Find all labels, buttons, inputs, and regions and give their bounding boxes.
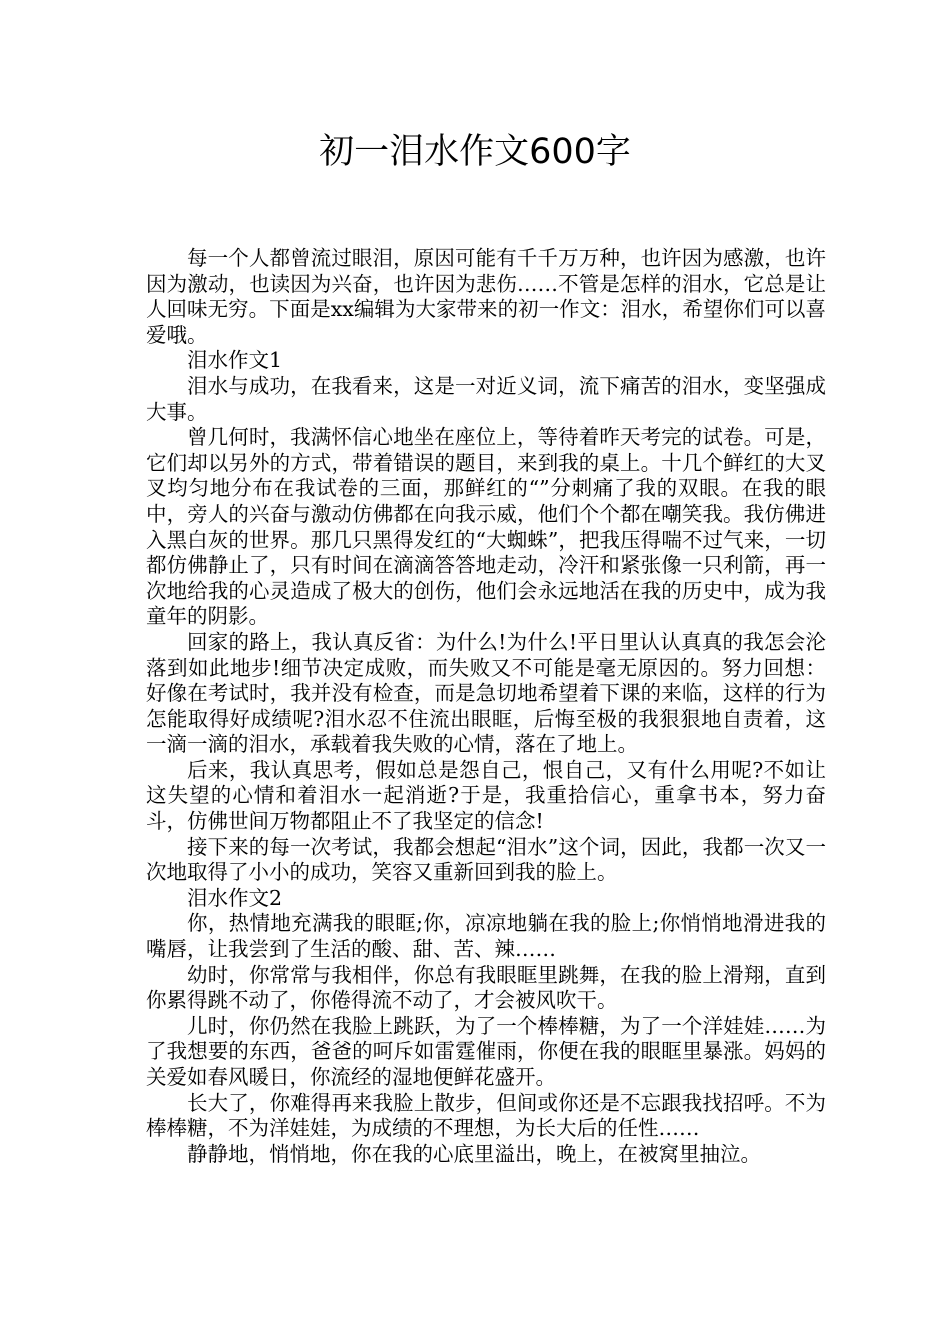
paragraph: 长大了，你难得再来我脸上散步，但间或你还是不忘跟我找招呼。不为棒棒糖，不为洋娃娃，为成绩的不理想，为长大后的任性…… [146,1090,826,1141]
paragraph: 回家的路上，我认真反省：为什么!为什么!平日里认认真真的我怎会沦落到如此地步!细节决定成败，而失败又不可能是毫无原因的。努力回想：好像在考试时，我并没有检查，而是急切地希望着下课的来临，这样的行为怎能取得好成绩呢?泪水忍不住流出眼眶，后悔至极的我狠狠地自责着，这一滴一滴的泪水，承载着我失败的心情，落在了地上。 [146,629,826,757]
paragraph-intro: 每一个人都曾流过眼泪，原因可能有千千万万种，也许因为感激，也许因为激动，也读因为兴奋，也许因为悲伤……不管是怎样的泪水，它总是让人回味无穷。下面是xx编辑为大家带来的初一作文：泪水，希望你们可以喜爱哦。 [146,246,826,347]
document-title: 初一泪水作文600字 [319,132,631,172]
paragraph: 静静地，悄悄地，你在我的心底里溢出，晚上，在被窝里抽泣。 [187,1141,761,1166]
section-heading-essay-1: 泪水作文1 [187,348,283,373]
paragraph: 接下来的每一次考试，我都会想起“泪水”这个词，因此，我都一次又一次地取得了小小的成功，笑容又重新回到我的脸上。 [146,834,826,885]
paragraph: 曾几何时，我满怀信心地坐在座位上，等待着昨天考完的试卷。可是，它们却以另外的方式，带着错误的题目，来到我的桌上。十几个鲜红的大叉叉均匀地分布在我试卷的三面，那鲜红的“”分刺痛了我的双眼。在我的眼中，旁人的兴奋与激动仿佛都在向我示威，他们个个都在嘲笑我。我仿佛进入黑白灰的世界。那几只黑得发红的“大蜘蛛”，把我压得喘不过气来，一切都仿佛静止了，只有时间在滴滴答答地走动，冷汗和紧张像一只利箭，再一次地给我的心灵造成了极大的创伤，他们会永远地活在我的历史中，成为我童年的阴影。 [146,425,826,629]
section-heading-essay-2: 泪水作文2 [187,885,283,910]
paragraph: 幼时，你常常与我相伴，你总有我眼眶里跳舞，在我的脸上滑翔，直到你累得跳不动了，你倦得流不动了，才会被风吹干。 [146,962,826,1013]
paragraph: 泪水与成功，在我看来，这是一对近义词，流下痛苦的泪水，变坚强成大事。 [146,373,826,424]
document-body [146,246,826,1167]
paragraph: 后来，我认真思考，假如总是怨自己，恨自己，又有什么用呢?不如让这失望的心情和着泪水一起消逝?于是，我重拾信心，重拿书本，努力奋斗，仿佛世间万物都阻止不了我坚定的信念! [146,757,826,834]
paragraph: 你，热情地充满我的眼眶;你，凉凉地躺在我的脸上;你悄悄地滑进我的嘴唇，让我尝到了生活的酸、甜、苦、辣…… [146,911,826,962]
paragraph: 儿时，你仍然在我脸上跳跃，为了一个棒棒糖，为了一个洋娃娃……为了我想要的东西，爸爸的呵斥如雷霆催雨，你便在我的眼眶里暴涨。妈妈的关爱如春风暖日，你流经的湿地便鲜花盛开。 [146,1013,826,1089]
